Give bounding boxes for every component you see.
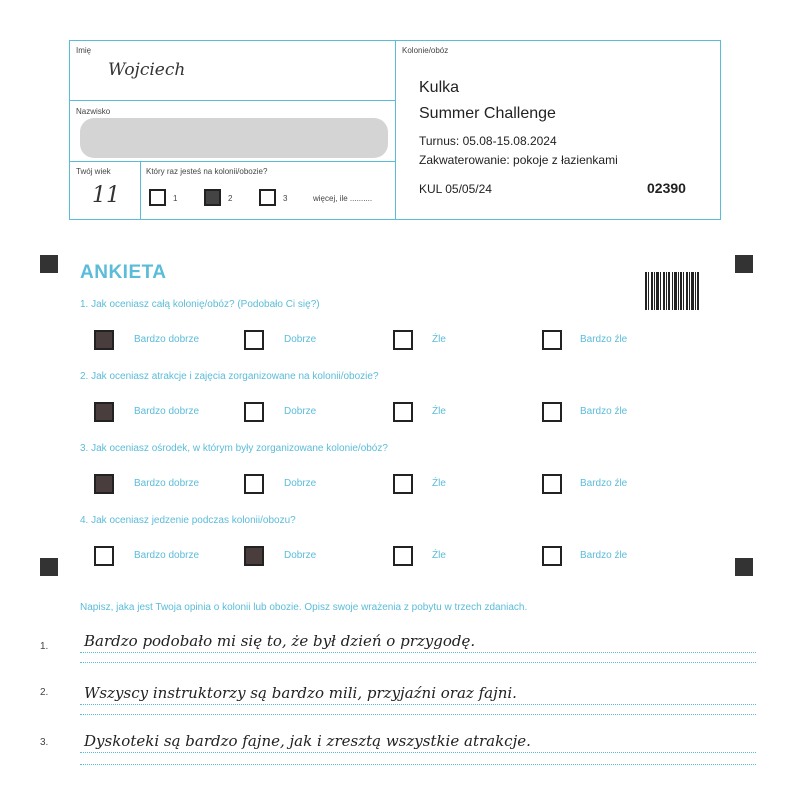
q1-option-very-bad-label: Bardzo źle: [580, 334, 628, 345]
answer-line-3b: [80, 764, 756, 765]
answer-line-3a: [80, 752, 756, 753]
times-option-2: 2: [228, 194, 233, 203]
line-number-3: 3.: [40, 737, 49, 748]
survey-title: ANKIETA: [80, 262, 167, 283]
q3-option-very-good-label: Bardzo dobrze: [134, 478, 200, 489]
q4-option-good-checkbox[interactable]: [244, 546, 264, 566]
q3-option-bad-label: Źle: [432, 478, 446, 489]
q4-option-bad-label: Źle: [432, 550, 446, 561]
q4-option-very-good-label: Bardzo dobrze: [134, 550, 200, 561]
q1-option-good-checkbox[interactable]: [244, 330, 264, 350]
q2-option-bad-label: Źle: [432, 406, 446, 417]
times-label: Który raz jesteś na kolonii/obozie?: [146, 167, 268, 176]
age-value[interactable]: 11: [92, 183, 120, 208]
q4-option-bad-checkbox[interactable]: [393, 546, 413, 566]
age-label: Twój wiek: [76, 167, 111, 176]
times-checkbox-2[interactable]: [204, 189, 221, 206]
line-number-2: 2.: [40, 687, 49, 698]
accommodation: Zakwaterowanie: pokoje z łazienkami: [419, 153, 618, 167]
line-number-1: 1.: [40, 641, 49, 652]
q1-option-very-good-label: Bardzo dobrze: [134, 334, 200, 345]
last-name-label: Nazwisko: [76, 107, 111, 116]
reference-code: KUL 05/05/24: [419, 182, 492, 196]
last-name-redacted-field: [80, 118, 388, 158]
q3-option-very-bad-checkbox[interactable]: [542, 474, 562, 494]
form-number: 02390: [647, 180, 686, 196]
q1-option-bad-label: Źle: [432, 334, 446, 345]
header-divider-2: [69, 161, 396, 162]
camp-name: Kulka: [419, 79, 460, 96]
registration-marker-mid-right: [735, 558, 753, 576]
camp-label: Kolonie/obóz: [402, 46, 449, 55]
times-option-1: 1: [173, 194, 178, 203]
q4-option-very-good-checkbox[interactable]: [94, 546, 114, 566]
times-checkbox-1[interactable]: [149, 189, 166, 206]
answer-line-1a: [80, 652, 756, 653]
question-4: 4. Jak oceniasz jedzenie podczas kolonii/obozu?: [80, 515, 296, 526]
registration-marker-top-left: [40, 255, 58, 273]
answer-line-1b: [80, 662, 756, 663]
q3-option-very-bad-label: Bardzo źle: [580, 478, 628, 489]
opinion-answer-2[interactable]: Wszyscy instruktorzy są bardzo mili, przyjaźni oraz fajni.: [84, 684, 517, 702]
times-more-label: więcej, ile ..........: [313, 194, 373, 203]
question-3: 3. Jak oceniasz ośrodek, w którym były zorganizowane kolonie/obóz?: [80, 443, 388, 454]
q1-option-very-bad-checkbox[interactable]: [542, 330, 562, 350]
q2-option-good-label: Dobrze: [284, 406, 317, 417]
turnus: Turnus: 05.08-15.08.2024: [419, 134, 557, 148]
q2-option-very-good-label: Bardzo dobrze: [134, 406, 200, 417]
q3-option-very-good-checkbox[interactable]: [94, 474, 114, 494]
q1-option-very-good-checkbox[interactable]: [94, 330, 114, 350]
question-2: 2. Jak oceniasz atrakcje i zajęcia zorganizowane na kolonii/obozie?: [80, 371, 379, 382]
camp-program: Summer Challenge: [419, 105, 556, 122]
q2-option-good-checkbox[interactable]: [244, 402, 264, 422]
q3-option-bad-checkbox[interactable]: [393, 474, 413, 494]
q4-option-very-bad-checkbox[interactable]: [542, 546, 562, 566]
answer-line-2b: [80, 714, 756, 715]
q2-option-very-good-checkbox[interactable]: [94, 402, 114, 422]
header-divider-vertical: [395, 40, 396, 220]
q2-option-very-bad-label: Bardzo źle: [580, 406, 628, 417]
answer-line-2a: [80, 704, 756, 705]
first-name-label: Imię: [76, 46, 92, 55]
times-checkbox-3[interactable]: [259, 189, 276, 206]
q1-option-good-label: Dobrze: [284, 334, 317, 345]
q2-option-very-bad-checkbox[interactable]: [542, 402, 562, 422]
opinion-instruction: Napisz, jaka jest Twoja opinia o kolonii lub obozie. Opisz swoje wrażenia z pobytu w trzech zdaniach.: [80, 602, 528, 613]
question-1: 1. Jak oceniasz całą kolonię/obóz? (Podobało Ci się?): [80, 299, 320, 310]
first-name-value[interactable]: Wojciech: [108, 60, 186, 80]
q4-option-good-label: Dobrze: [284, 550, 317, 561]
q4-option-very-bad-label: Bardzo źle: [580, 550, 628, 561]
q3-option-good-label: Dobrze: [284, 478, 317, 489]
opinion-answer-1[interactable]: Bardzo podobało mi się to, że był dzień o przygodę.: [84, 632, 476, 650]
header-divider-1: [69, 100, 396, 101]
q1-option-bad-checkbox[interactable]: [393, 330, 413, 350]
barcode-icon: [645, 272, 699, 310]
registration-marker-mid-left: [40, 558, 58, 576]
header-divider-age: [140, 161, 141, 220]
q2-option-bad-checkbox[interactable]: [393, 402, 413, 422]
q3-option-good-checkbox[interactable]: [244, 474, 264, 494]
times-option-3: 3: [283, 194, 288, 203]
registration-marker-top-right: [735, 255, 753, 273]
opinion-answer-3[interactable]: Dyskoteki są bardzo fajne, jak i zresztą wszystkie atrakcje.: [84, 732, 531, 750]
